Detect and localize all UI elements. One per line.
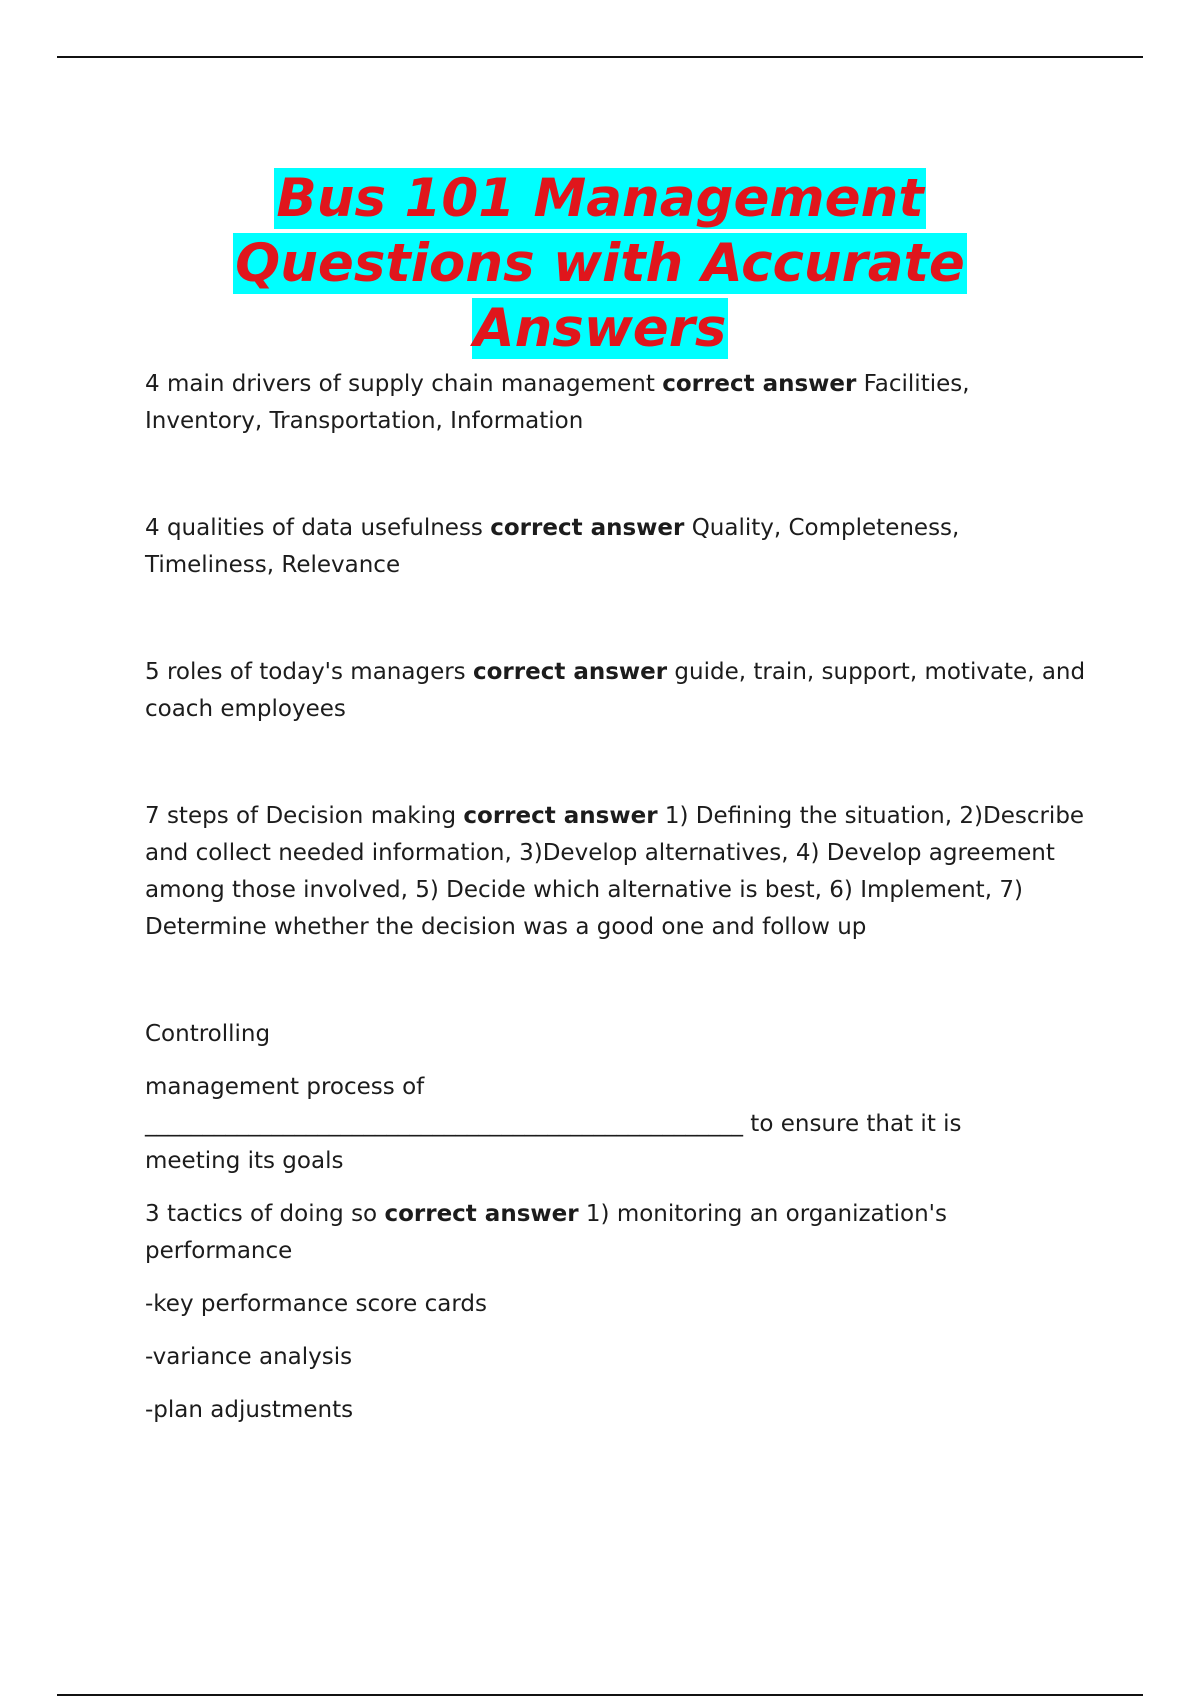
title-line-1: Bus 101 Management — [276, 168, 924, 229]
list-item: -variance analysis — [145, 1344, 353, 1370]
answer-label: correct answer — [490, 515, 685, 541]
definition-line-1: management process of — [145, 1074, 425, 1100]
question-text: 3 tactics of doing so — [145, 1201, 378, 1227]
question-text: 7 steps of Decision making — [145, 803, 457, 829]
qa-item — [145, 510, 1090, 584]
controlling-heading: Controlling — [145, 1021, 271, 1047]
qa-item — [145, 654, 1090, 728]
title-line-2: Questions with Accurate — [235, 233, 965, 294]
title-line-3: Answers — [473, 298, 727, 359]
list-item: -plan adjustments — [145, 1397, 354, 1423]
answer-text: Facilities, Inventory, Transportation, Information — [145, 371, 970, 434]
answer-text: guide, train, support, motivate, and coach employees — [145, 659, 1086, 722]
question-text: 4 qualities of data usefulness — [145, 515, 483, 541]
tactics-item — [145, 1196, 1090, 1270]
document-body — [145, 366, 1090, 1445]
qa-item — [145, 366, 1090, 440]
answer-label: correct answer — [463, 803, 658, 829]
answer-label: correct answer — [384, 1201, 579, 1227]
qa-item — [145, 798, 1090, 946]
definition-line-2: ____________________________________________________ to ensure that it is — [145, 1111, 962, 1137]
answer-text: Quality, Completeness, Timeliness, Relevance — [145, 515, 960, 578]
definition-line-3: meeting its goals — [145, 1148, 344, 1174]
question-text: 4 main drivers of supply chain management — [145, 371, 655, 397]
bottom-rule — [57, 1694, 1143, 1696]
top-rule — [57, 56, 1143, 58]
answer-text: 1) Defining the situation, 2)Describe and collect needed information, 3)Develop alternatives, 4) Develop agreement among those involved, 5) Decide which alternative is best, 6) Implement, 7) Determine whether the decision was a good one and follow up — [145, 803, 1085, 940]
document-title — [100, 166, 1100, 361]
question-text: 5 roles of today's managers — [145, 659, 466, 685]
answer-text: 1) monitoring an organization's performance — [145, 1201, 947, 1264]
controlling-definition — [145, 1069, 1090, 1143]
answer-label: correct answer — [472, 659, 668, 685]
controlling-block — [145, 1016, 1090, 1429]
list-item: -key performance score cards — [145, 1291, 487, 1317]
answer-label: correct answer — [662, 371, 857, 397]
